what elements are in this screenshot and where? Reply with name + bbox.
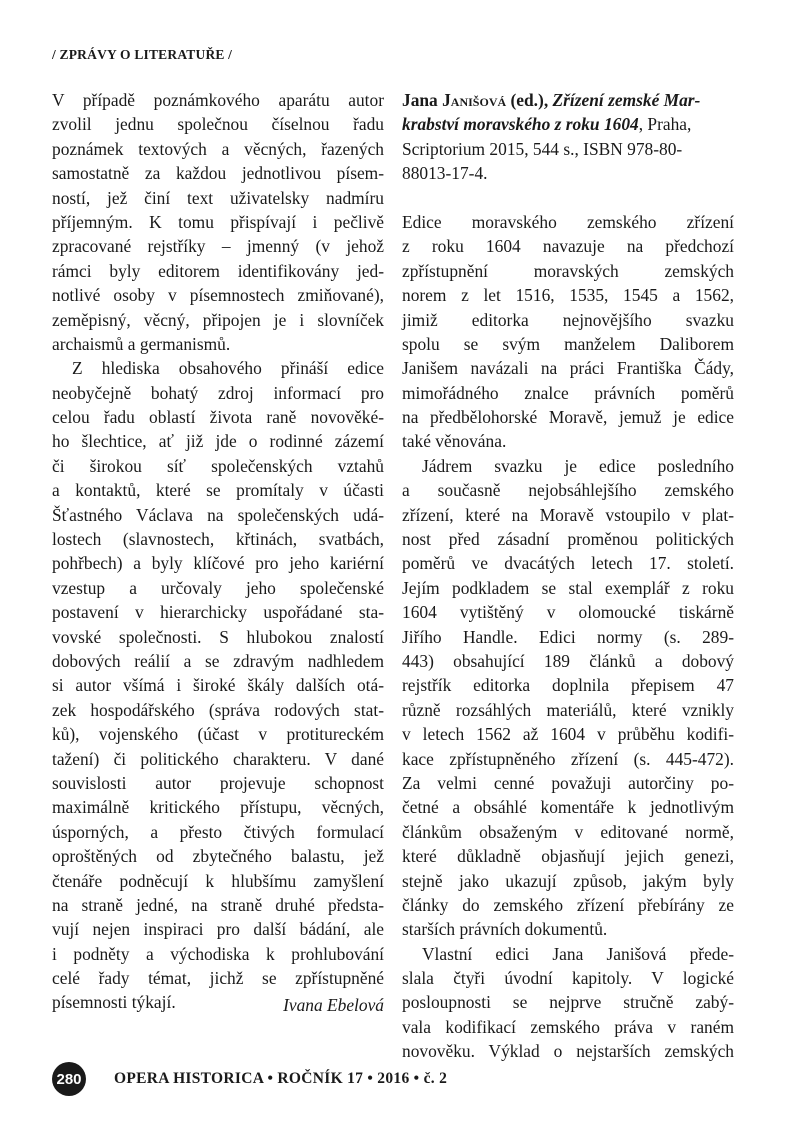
text-line: celé řady témat, jichž se zpřístupněné (52, 968, 384, 989)
text-line: vzestup a určovaly jeho společenské (52, 577, 384, 598)
text-line: či širokou síť společenských vztahů (52, 455, 384, 476)
text-line: čtenáře podněcují k hlubšímu zamyšlení (52, 870, 384, 891)
bib-title-part1: Zřízení zemské Mar- (552, 90, 701, 110)
bib-title-part2: krabství moravského z roku 1604 (402, 114, 639, 135)
text-line: stejně jako ukazují způsob, jakým byly (402, 870, 734, 891)
text-line: rámci byly editorem identifikovány jed- (52, 260, 384, 281)
text-line: ho šlechtice, ať již jde o rodinné zázemí (52, 431, 384, 452)
text-line: četné a obsáhlé komentáře k jednotlivým (402, 797, 734, 818)
text-line: lostech (slavnostech, křtinách, svatbách, (52, 529, 384, 550)
text-line: neobyčejně bohatý zdroj informací pro (52, 382, 384, 403)
text-line: spolu se svým manželem Daliborem (402, 333, 734, 354)
text-line: tažení) či politického charakteru. V dané (52, 748, 384, 769)
text-line: v letech 1562 až 1604 v průběhu kodifi- (402, 724, 734, 745)
text-line: kace zpřístupněného zřízení (s. 445-472). (402, 748, 734, 769)
text-line: posloupnosti se nejprve stručně zabý- (402, 992, 734, 1013)
text-line: mimořádného znalce právních poměrů (402, 382, 734, 403)
text-line: Jádrem svazku je edice posledního (422, 455, 734, 476)
text-line: články do zemského zřízení přebírány ze (402, 894, 734, 915)
text-line: zřízení, které na Moravě vstoupilo v plat- (402, 504, 734, 525)
text-line: ků), vojenského (účast v protitureckém (52, 724, 384, 745)
text-line: slala čtyři úvodní kapitoly. V logické (402, 968, 734, 989)
text-line: písemnosti týkají. (52, 992, 176, 1013)
text-line: oproštěných od zbytečného balastu, jež (52, 846, 384, 867)
text-line: různě rozsáhlých materiálů, které vznikly (402, 699, 734, 720)
text-line: Z hlediska obsahového přináší edice (72, 358, 384, 379)
text-line: Janišem navázali na práci Františka Čády, (402, 358, 734, 379)
text-line: z roku 1604 navazuje na předchozí (402, 236, 734, 257)
text-line: archaismů a germanismů. (52, 333, 231, 354)
text-line: zek hospodářského (správa rodových stat- (52, 699, 384, 720)
text-line: vovské společnosti. S hlubokou znalostí (52, 626, 384, 647)
text-line: článkům obsaženým v editované normě, (402, 821, 734, 842)
text-line: a současně nejobsáhlejšího zemského (402, 480, 734, 501)
text-line: jimiž editorka nejnovějšího svazku (402, 309, 734, 330)
section-header: / ZPRÁVY O LITERATUŘE / (52, 47, 233, 62)
text-line: nost před zásadní proměnou politických (402, 529, 734, 550)
text-line: ností, jež činí text uživatelsky nadmíru (52, 187, 384, 208)
text-line: postavení v hierarchicky uspořádané sta- (52, 602, 384, 623)
bibliographic-entry (402, 88, 734, 186)
page-footer (52, 1062, 447, 1096)
text-line: zpřístupnění moravských zemských (402, 260, 734, 281)
bib-editor-mark: (ed.), (506, 90, 553, 110)
right-body-text (402, 210, 734, 1064)
bib-publisher: Scriptorium 2015, 544 s., ISBN 978-80- (402, 138, 683, 159)
text-line: i podněty a východiska k prohlubování (52, 943, 384, 964)
text-line: zeměpisný, věcný, připojen je i slovníček (52, 309, 384, 330)
text-line: 443) obsahující 189 článků a dobový (402, 650, 734, 671)
bib-author-last: Janišová (442, 90, 507, 110)
text-line: V případě poznámkového aparátu autor (52, 90, 384, 110)
text-line: norem z let 1516, 1535, 1545 a 1562, (402, 285, 734, 306)
left-column (52, 88, 384, 1015)
review-signature: Ivana Ebelová (283, 995, 384, 1015)
text-line: zpracované rejstříky – jmenný (v jehož (52, 236, 384, 257)
text-line: a kontaktů, které se promítaly v účasti (52, 480, 384, 501)
text-line: poznámek textových a věcných, řazených (52, 138, 384, 159)
text-line: celou řadu oblastí života raně novověké- (52, 407, 384, 428)
text-line: 1604 vytištěný v olomoucké tiskárně (402, 602, 734, 623)
text-line: Šťastného Václava na společenských udá- (52, 504, 384, 525)
text-line: Za velmi cenné považuji autorčiny po- (402, 772, 734, 793)
text-line: úsporných, a přesto čtivých formulací (52, 821, 384, 842)
text-line: zvolil jednu společnou číselnou řadu (52, 114, 384, 135)
text-line: rejstřík editorka doplnila přepisem 47 (402, 675, 734, 696)
text-line: Jiřího Handle. Edici normy (s. 289- (402, 626, 734, 647)
text-line: starších právních dokumentů. (402, 919, 608, 940)
bib-isbn: 88013-17-4. (402, 163, 488, 184)
text-line: Jejím podkladem se stal exemplář z roku (402, 577, 734, 598)
text-line: příjemným. K tomu přispívají i pečlivě (52, 211, 384, 232)
text-line: novověku. Výklad o nejstarších zemských (402, 1041, 734, 1062)
text-line: dobových reálií a se zdravým nadhledem (52, 650, 384, 671)
text-line: notlivé osoby v písemnostech zmiňované), (52, 285, 384, 306)
text-line: také věnována. (402, 431, 507, 452)
text-line: které důkladně objasňují jejich genezi, (402, 846, 734, 867)
text-line: vala kodifikací zemského práva v raném (402, 1016, 734, 1037)
text-line: si autor všímá i široké škály dalších otá- (52, 675, 384, 696)
right-column (402, 88, 734, 1064)
journal-title: OPERA HISTORICA • ROČNÍK 17 • 2016 • č. 2 (114, 1070, 448, 1087)
page-number: 280 (52, 1062, 86, 1096)
text-line: na straně jedné, na straně druhé předsta- (52, 894, 384, 915)
text-line: na předbělohorské Moravě, jemuž je edice (402, 407, 734, 428)
text-line: Vlastní edici Jana Janišová přede- (422, 943, 734, 964)
text-line: Edice moravského zemského zřízení (402, 211, 734, 232)
bib-author-first: Jana (402, 90, 443, 110)
bib-place: , Praha, (638, 114, 692, 135)
text-line: pohřbech) a byly klíčové pro jeho kariérní (52, 553, 384, 574)
text-line: maximálně kritického přístupu, věcných, (52, 797, 384, 818)
text-line: poměrů ve dvacátých letech 17. století. (402, 553, 734, 574)
text-line: vují nejen inspiraci pro další bádání, ale (52, 919, 384, 940)
text-line: souvislosti autor projevuje schopnost (52, 772, 384, 793)
text-line: samostatně za každou jednotlivou písem- (52, 163, 384, 184)
